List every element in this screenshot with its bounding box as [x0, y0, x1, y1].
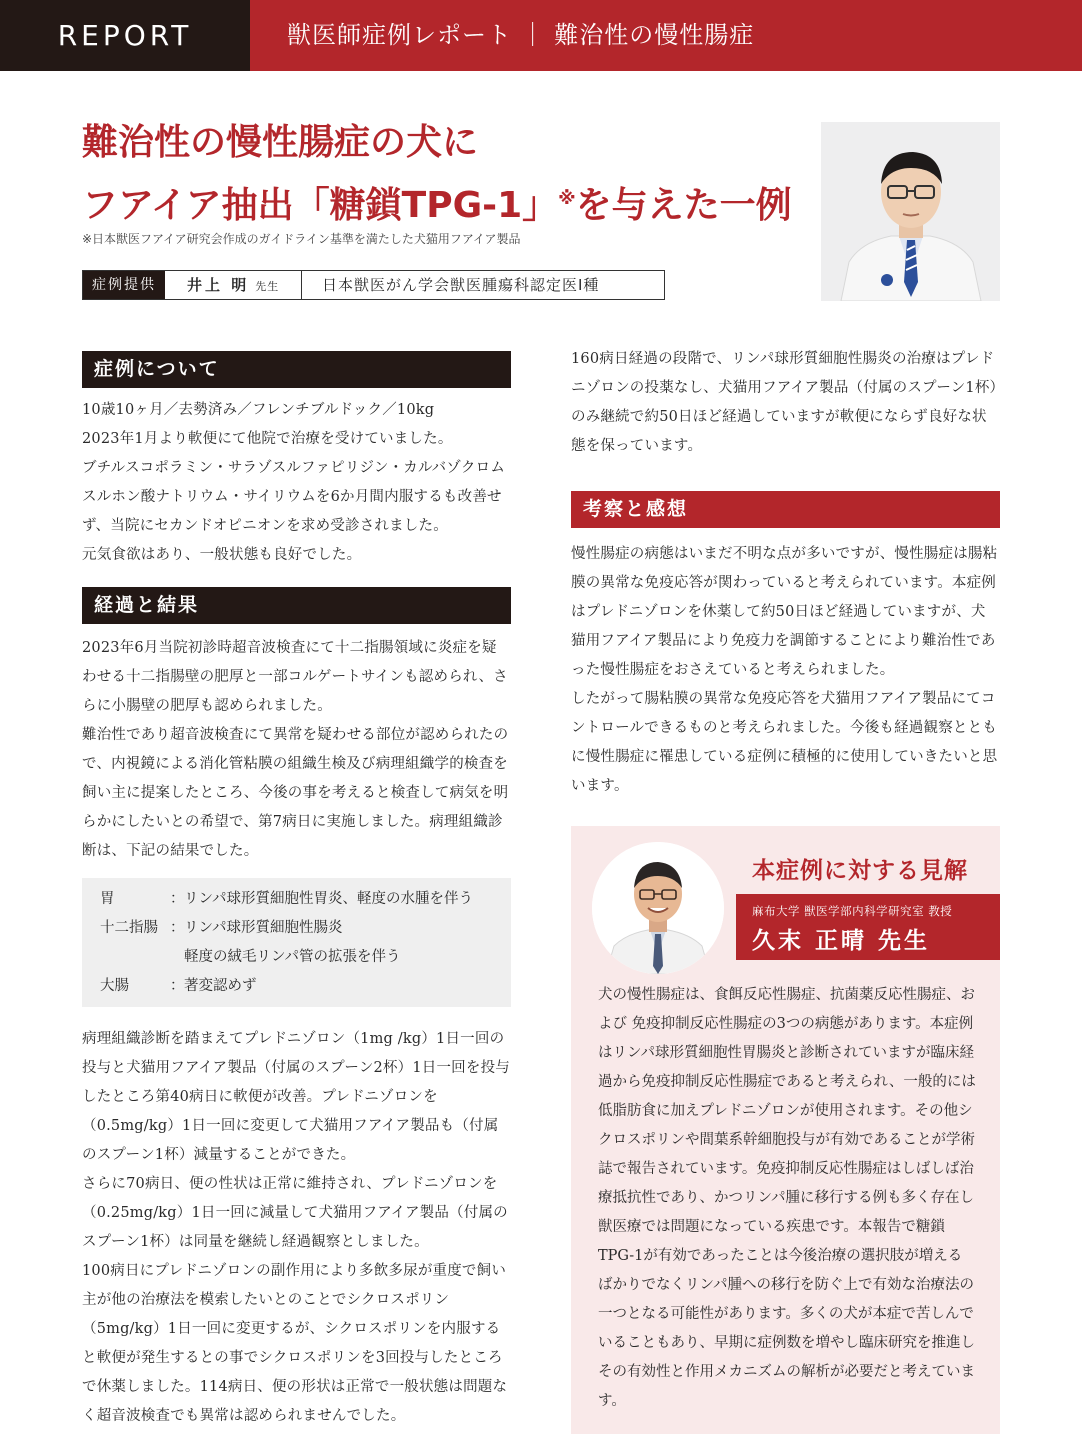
finding-result: リンパ球形質細胞性腸炎 — [184, 920, 343, 936]
course-para: 難治性であり超音波検査にて異常を疑わせる部位が認められたので、内視鏡による消化管粘膜の組織生検及び病理組織学的検査を飼い主に提案したところ、今後の事を考えると検査して病気を明らかにしたいとの希望で、第7病日に実施しました。病理組織診断は、下記の結果でした。 — [82, 727, 509, 859]
course-para: 病理組織診断を踏まえてプレドニゾロン（1mg /kg）1日一回の投与と犬猫用フアイア製品（付属のスプーン2杯）1日一回を投与したところ第40病日に軟便が改善。プレドニゾロンを（0.5mg/kg）1日一回に変更して犬猫用フアイア製品も（付属のスプーン1杯）減量することができた。 — [82, 1031, 510, 1163]
finding-row — [100, 914, 493, 943]
finding-sep: ： — [170, 891, 185, 907]
opinion-affiliation: 麻布大学 獣医学部内科学研究室 教授 — [752, 904, 953, 918]
finding-organ: 十二指腸 — [100, 920, 158, 936]
credit-name-text: 井上 明 — [187, 276, 250, 294]
case-para: 10歳10ヶ月／去勢済み／フレンチブルドック／10kg — [82, 402, 435, 418]
course-para: さらに70病日、便の性状は正常に維持され、プレドニゾロンを（0.25mg/kg）1日一回に減量して犬猫用フアイア製品（付属のスプーン1杯）は同量を継続し経過観察としました。 — [82, 1176, 508, 1250]
credit-organization: 日本獣医がん学会獣医腫瘍科認定医Ⅰ種 — [322, 276, 600, 294]
title-footnote: ※日本獣医フアイア研究会作成のガイドライン基準を満たした犬猫用フアイア製品 — [82, 232, 521, 246]
credit-label: 症例提供 — [83, 271, 165, 299]
report-tag: REPORT — [0, 0, 250, 71]
opinion-heading: 本症例に対する見解 — [752, 858, 968, 884]
finding-sep — [170, 943, 184, 972]
case-credit — [82, 270, 665, 300]
finding-organ — [100, 943, 170, 972]
section-heading-course: 経過と結果 — [82, 587, 511, 624]
course-continued-para: 160病日経過の段階で、リンパ球形質細胞性腸炎の治療はプレドニゾロンの投薬なし、犬猫用フアイア製品（付属のスプーン1杯）のみ継続で約50日ほど経過していますが軟便にならず良好な状態を保っています。 — [571, 351, 998, 454]
finding-row — [100, 943, 493, 972]
finding-result: リンパ球形質細胞性胃炎、軽度の水腫を伴う — [184, 891, 473, 907]
finding-sep: ： — [170, 978, 185, 994]
finding-organ: 胃 — [100, 891, 115, 907]
series-title: 獣医師症例レポート ｜ 難治性の慢性腸症 — [287, 21, 755, 49]
title-note-mark: ※ — [558, 188, 576, 209]
article-title — [82, 115, 802, 234]
finding-row — [100, 972, 493, 1001]
professor-portrait-photo — [592, 842, 724, 974]
pathology-findings — [82, 878, 511, 1007]
finding-organ: 大腸 — [100, 978, 129, 994]
opinion-name: 久末 正晴 先生 — [752, 928, 931, 954]
case-para: 2023年1月より軟便にて他院で治療を受けていました。 — [82, 431, 453, 447]
course-para: 2023年6月当院初診時超音波検査にて十二指腸領域に炎症を疑わせる十二指腸壁の肥厚と一部コルゲートサインも認められ、さらに小腸壁の肥厚も認められました。 — [82, 640, 508, 714]
finding-result: 軽度の絨毛リンパ管の拡張を伴う — [184, 949, 401, 965]
finding-row — [100, 885, 493, 914]
opinion-name-box — [736, 894, 1000, 960]
credit-honorific: 先生 — [255, 280, 280, 293]
finding-result: 著変認めず — [184, 978, 257, 994]
header-band — [0, 0, 1082, 71]
title-line-2: フアイア抽出「糖鎖TPG-1」 — [82, 185, 559, 226]
left-column — [82, 351, 511, 1431]
section-heading-case: 症例について — [82, 351, 511, 388]
opinion-text: 犬の慢性腸症は、食餌反応性腸症、抗菌薬反応性腸症、および 免疫抑制反応性腸症の3つの病態があります。本症例はリンパ球形質細胞性胃腸炎と診断されていますが臨床経過から免疫抑制反応性腸症であると考えられ、一般的には低脂肪食に加えプレドニゾロンが使用されます。その他シクロスポリンや間葉系幹細胞投与が有効であることが学術誌で報告されています。免疫抑制反応性腸症はしばしば治療抵抗性であり、かつリンパ腫に移行する例も多く存在し獣医療では問題になっている疾患です。本報告で糖鎖TPG-1が有効であったことは今後治療の選択肢が増えるばかりでなくリンパ腫への移行を防ぐ上で有効な治療法の一つとなる可能性があります。多くの犬が本症で苦しんでいることもあり、早期に症例数を増やし臨床研究を推進しその有効性と作用メカニズムの解析が必要だと考えています。 — [598, 987, 976, 1409]
discussion-para: したがって腸粘膜の異常な免疫応答を犬猫用フアイア製品にてコントロールできるものと考えられました。今後も経過観察とともに慢性腸症に罹患している症例に積極的に使用していきたいと思います。 — [571, 691, 998, 794]
finding-sep: ： — [170, 920, 185, 936]
course-para: 100病日にプレドニゾロンの副作用により多飲多尿が重度で飼い主が他の治療法を模索したいとのことでシクロスポリン（5mg/kg）1日一回に変更するが、シクロスポリンを内服すると軟便が発生するとの事でシクロスポリンを3回投与したところで休薬しました。114病日、便の形状は正常で一般状態は問題なく超音波検査でも異常は認められませんでした。 — [82, 1263, 508, 1424]
credit-name — [165, 271, 302, 299]
case-para: 元気食欲はあり、一般状態も良好でした。 — [82, 547, 362, 563]
title-line-1: 難治性の慢性腸症の犬に — [82, 122, 479, 163]
section-heading-discussion: 考察と感想 — [571, 491, 1000, 528]
title-line-2-end: を与えた一例 — [575, 185, 792, 226]
case-para: ブチルスコポラミン・サラゾスルファピリジン・カルバゾクロムスルホン酸ナトリウム・サイリウムを6か月間内服するも改善せず、当院にセカンドオピニオンを求め受診されました。 — [82, 460, 506, 534]
discussion-para: 慢性腸症の病態はいまだ不明な点が多いですが、慢性腸症は腸粘膜の異常な免疫応答が関わっていると考えられています。本症例はプレドニゾロンを休薬して約50日ほど経過していますが、犬猫用フアイア製品により免疫力を調節することにより難治性であった慢性腸症をおさえていると考えられました。 — [571, 546, 998, 678]
doctor-portrait-photo — [821, 122, 1000, 301]
right-column — [571, 345, 1000, 801]
